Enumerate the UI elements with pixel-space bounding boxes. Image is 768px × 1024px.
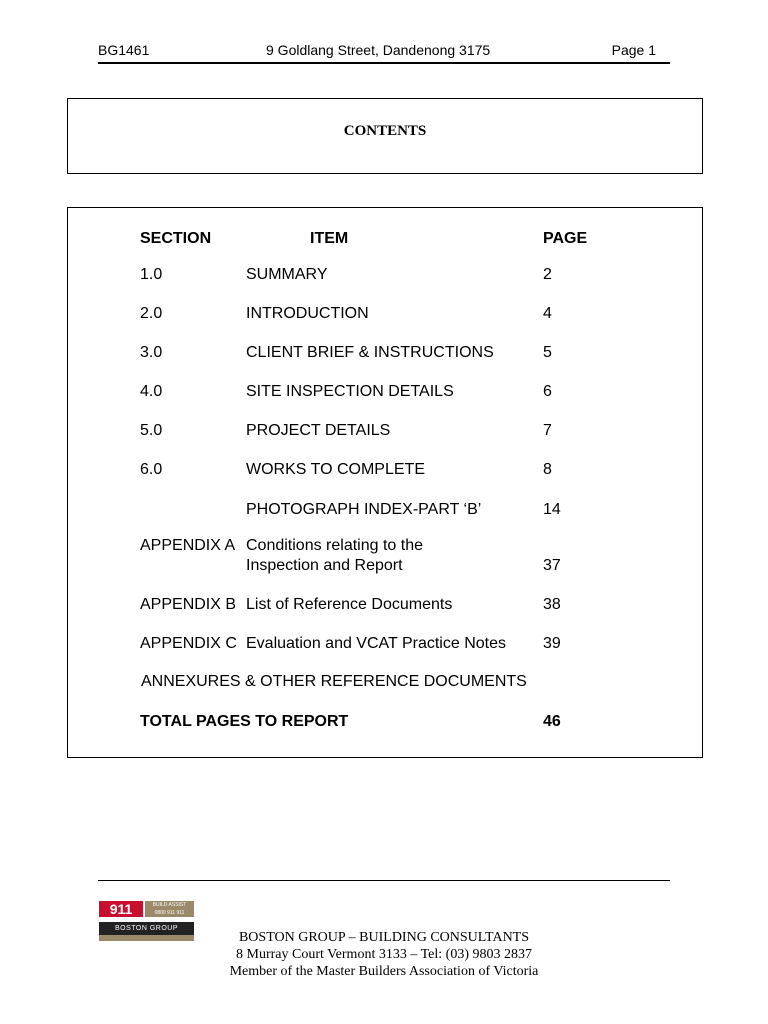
toc-section: 1.0 [140, 266, 163, 283]
toc-item: Evaluation and VCAT Practice Notes [246, 635, 506, 652]
contents-title-box [67, 98, 703, 174]
logo-group-name: BOSTON GROUP [99, 922, 194, 935]
logo-tagline-2: 0800 911 911 [154, 910, 185, 916]
toc-section: 2.0 [140, 305, 163, 322]
footer-company-name: BOSTON GROUP – BUILDING CONSULTANTS [238, 930, 530, 945]
toc-page: 38 [543, 596, 561, 613]
page-number: Page 1 [611, 42, 656, 58]
toc-section: APPENDIX C [140, 635, 237, 652]
toc-item: PROJECT DETAILS [246, 422, 391, 439]
toc-item: SUMMARY [246, 266, 328, 283]
toc-section: 3.0 [140, 344, 163, 361]
toc-item: PHOTOGRAPH INDEX-PART ‘B’ [246, 501, 482, 518]
toc-item: SITE INSPECTION DETAILS [246, 383, 454, 400]
toc-item-line-1: Conditions relating to the [246, 537, 423, 554]
contents-title: CONTENTS [343, 123, 427, 139]
toc-item: CLIENT BRIEF & INSTRUCTIONS [246, 344, 494, 361]
logo-tagline [145, 901, 194, 917]
toc-page: 37 [543, 557, 561, 574]
toc-section: APPENDIX A [140, 537, 236, 554]
footer-membership: Member of the Master Builders Association of Victoria [229, 964, 539, 979]
table-of-contents [67, 207, 703, 758]
toc-page: 7 [543, 422, 552, 439]
toc-item: List of Reference Documents [246, 596, 453, 613]
toc-item-line-2: Inspection and Report [246, 557, 403, 574]
logo-911-mark: 911 [99, 901, 143, 917]
total-pages-value: 46 [543, 713, 561, 730]
toc-section: 6.0 [140, 461, 163, 478]
toc-page: 4 [543, 305, 552, 322]
annexures-label: ANNEXURES & OTHER REFERENCE DOCUMENTS [141, 673, 527, 690]
toc-item: WORKS TO COMPLETE [246, 461, 425, 478]
property-address: 9 Goldlang Street, Dandenong 3175 [266, 42, 491, 58]
page-column-header: PAGE [543, 230, 588, 247]
toc-section: 4.0 [140, 383, 163, 400]
toc-section: APPENDIX B [140, 596, 237, 613]
toc-page: 5 [543, 344, 552, 361]
toc-page: 39 [543, 635, 561, 652]
toc-page: 14 [543, 501, 561, 518]
toc-page: 2 [543, 266, 552, 283]
document-id: BG1461 [98, 42, 150, 58]
toc-section: 5.0 [140, 422, 163, 439]
toc-page: 8 [543, 461, 552, 478]
logo-tagline-1: BUILD ASSIST [152, 902, 187, 908]
item-column-header: ITEM [310, 230, 349, 247]
footer-address: 8 Murray Court Vermont 3133 – Tel: (03) 9803 2837 [236, 947, 532, 962]
page-header [98, 42, 670, 64]
section-column-header: SECTION [140, 230, 212, 247]
footer-divider [98, 880, 670, 881]
company-footer [160, 929, 608, 980]
total-pages-label: TOTAL PAGES TO REPORT [140, 713, 349, 730]
toc-item: INTRODUCTION [246, 305, 369, 322]
toc-page: 6 [543, 383, 552, 400]
